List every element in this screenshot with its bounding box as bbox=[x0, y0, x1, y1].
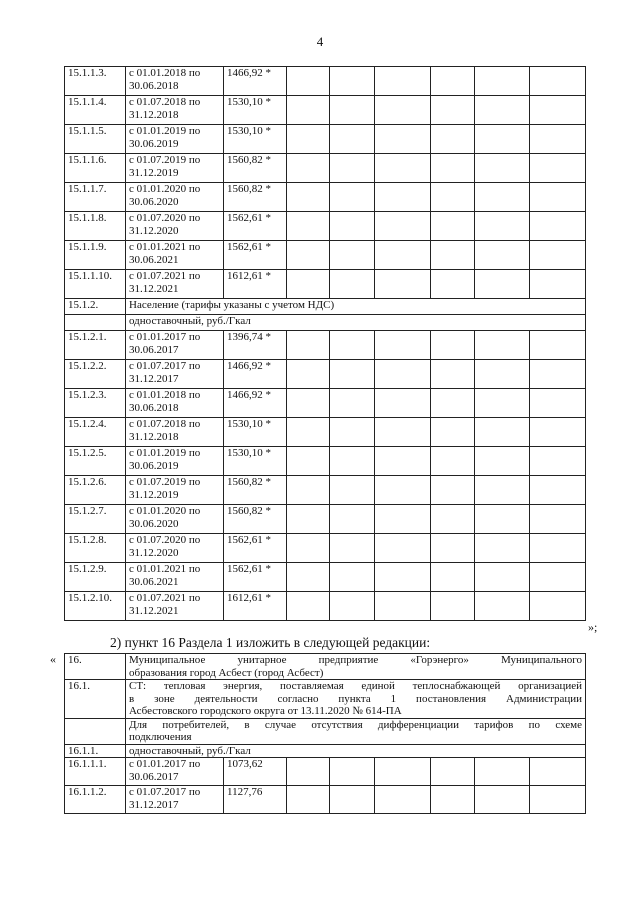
empty-cell bbox=[375, 534, 431, 563]
table-row bbox=[65, 183, 586, 212]
period: с 01.07.2017 по 31.12.2017 bbox=[126, 360, 224, 389]
empty-cell bbox=[375, 183, 431, 212]
period: с 01.01.2018 по 30.06.2018 bbox=[126, 389, 224, 418]
empty-cell bbox=[431, 212, 475, 241]
row-number: 15.1.2.5. bbox=[65, 447, 126, 476]
table-row bbox=[65, 786, 586, 814]
tariff-value: 1562,61 * bbox=[224, 534, 287, 563]
tariff-value: 1466,92 * bbox=[224, 360, 287, 389]
table-row bbox=[65, 96, 586, 125]
tariff-value: 1562,61 * bbox=[224, 212, 287, 241]
empty-cell bbox=[431, 241, 475, 270]
tariff-value: 1560,82 * bbox=[224, 476, 287, 505]
table-row bbox=[65, 758, 586, 786]
empty-cell bbox=[330, 270, 375, 299]
empty-cell bbox=[287, 389, 330, 418]
empty-cell bbox=[330, 758, 375, 786]
empty-cell bbox=[330, 154, 375, 183]
period: с 01.07.2020 по 31.12.2020 bbox=[126, 534, 224, 563]
empty-cell bbox=[287, 360, 330, 389]
empty-cell bbox=[431, 331, 475, 360]
empty-cell bbox=[431, 67, 475, 96]
table-row-note bbox=[65, 718, 586, 744]
empty-cell bbox=[431, 360, 475, 389]
period: с 01.01.2020 по 30.06.2020 bbox=[126, 505, 224, 534]
empty-cell bbox=[330, 534, 375, 563]
empty-cell bbox=[530, 125, 586, 154]
empty-cell bbox=[530, 360, 586, 389]
empty-cell bbox=[330, 125, 375, 154]
empty-cell bbox=[287, 67, 330, 96]
period: с 01.07.2019 по 31.12.2019 bbox=[126, 154, 224, 183]
row-number: 15.1.1.7. bbox=[65, 183, 126, 212]
period: с 01.07.2018 по 31.12.2018 bbox=[126, 96, 224, 125]
table-row bbox=[65, 447, 586, 476]
empty-cell bbox=[475, 154, 530, 183]
empty-cell bbox=[431, 125, 475, 154]
empty-cell bbox=[530, 96, 586, 125]
empty-cell bbox=[475, 786, 530, 814]
tariff-value: 1530,10 * bbox=[224, 447, 287, 476]
empty-cell bbox=[287, 212, 330, 241]
empty-cell bbox=[530, 331, 586, 360]
row-number: 15.1.1.3. bbox=[65, 67, 126, 96]
row-number: 15.1.1.8. bbox=[65, 212, 126, 241]
table-row bbox=[65, 389, 586, 418]
period: с 01.07.2019 по 31.12.2019 bbox=[126, 476, 224, 505]
org-name: Муниципальное унитарное предприятие «Горэнерго» Муниципального образования город Асбест (город Асбест) bbox=[126, 654, 586, 680]
empty-cell bbox=[287, 758, 330, 786]
empty-cell bbox=[475, 447, 530, 476]
tariff-value: 1560,82 * bbox=[224, 183, 287, 212]
empty-cell bbox=[287, 96, 330, 125]
empty-cell bbox=[330, 389, 375, 418]
table-row bbox=[65, 67, 586, 96]
table-row bbox=[65, 476, 586, 505]
empty-cell bbox=[530, 418, 586, 447]
empty-cell bbox=[330, 183, 375, 212]
empty-cell bbox=[475, 758, 530, 786]
empty-cell bbox=[330, 241, 375, 270]
empty-cell bbox=[375, 331, 431, 360]
empty-cell bbox=[375, 418, 431, 447]
period: с 01.07.2020 по 31.12.2020 bbox=[126, 212, 224, 241]
empty-cell bbox=[530, 389, 586, 418]
row-number: 15.1.2.6. bbox=[65, 476, 126, 505]
instruction-text: 2) пункт 16 Раздела 1 изложить в следующей редакции: bbox=[110, 635, 431, 650]
row-number: 16. bbox=[65, 654, 126, 680]
tariff-value: 1530,10 * bbox=[224, 418, 287, 447]
empty-cell bbox=[475, 212, 530, 241]
empty-cell bbox=[431, 563, 475, 592]
tariff-value: 1073,62 bbox=[224, 758, 287, 786]
empty-cell bbox=[375, 67, 431, 96]
table-row-subtitle bbox=[65, 315, 586, 331]
empty-cell bbox=[530, 786, 586, 814]
tariff-table-15 bbox=[64, 66, 586, 621]
empty-cell bbox=[287, 592, 330, 621]
tariff-table-16 bbox=[64, 653, 586, 814]
empty-cell bbox=[287, 534, 330, 563]
row-number: 16.1.1.1. bbox=[65, 758, 126, 786]
row-number: 15.1.2.9. bbox=[65, 563, 126, 592]
row-number: 15.1.2.10. bbox=[65, 592, 126, 621]
period: с 01.01.2018 по 30.06.2018 bbox=[126, 67, 224, 96]
empty-cell bbox=[330, 786, 375, 814]
empty-cell bbox=[375, 270, 431, 299]
empty-cell bbox=[330, 476, 375, 505]
period: с 01.07.2021 по 31.12.2021 bbox=[126, 270, 224, 299]
row-number: 15.1.2.1. bbox=[65, 331, 126, 360]
empty-cell bbox=[431, 476, 475, 505]
row-number: 16.1.1. bbox=[65, 744, 126, 758]
empty-cell bbox=[375, 505, 431, 534]
empty-cell bbox=[530, 447, 586, 476]
period: с 01.01.2021 по 30.06.2021 bbox=[126, 241, 224, 270]
period: с 01.07.2018 по 31.12.2018 bbox=[126, 418, 224, 447]
empty-cell bbox=[375, 758, 431, 786]
empty-cell bbox=[375, 786, 431, 814]
subsection-title: одноставочный, руб./Гкал bbox=[126, 744, 586, 758]
empty-cell bbox=[330, 592, 375, 621]
table-row bbox=[65, 592, 586, 621]
row-number: 15.1.1.9. bbox=[65, 241, 126, 270]
empty-cell bbox=[287, 331, 330, 360]
table-row bbox=[65, 331, 586, 360]
empty-cell bbox=[475, 331, 530, 360]
empty-cell bbox=[287, 154, 330, 183]
empty-cell bbox=[287, 418, 330, 447]
empty-cell bbox=[431, 154, 475, 183]
empty-cell bbox=[375, 389, 431, 418]
empty-cell bbox=[530, 183, 586, 212]
table-row-subsection bbox=[65, 744, 586, 758]
period: с 01.01.2017 по 30.06.2017 bbox=[126, 331, 224, 360]
row-number: 15.1.2.7. bbox=[65, 505, 126, 534]
empty-cell bbox=[287, 447, 330, 476]
empty-cell bbox=[287, 476, 330, 505]
empty-cell bbox=[530, 505, 586, 534]
empty-cell bbox=[375, 96, 431, 125]
period: с 01.01.2019 по 30.06.2019 bbox=[126, 447, 224, 476]
empty-cell bbox=[475, 360, 530, 389]
empty-cell bbox=[475, 476, 530, 505]
table-row bbox=[65, 505, 586, 534]
table-row-org bbox=[65, 654, 586, 680]
closing-quote: »; bbox=[588, 620, 598, 634]
table-row-group bbox=[65, 299, 586, 315]
opening-quote: « bbox=[50, 652, 56, 666]
empty-cell bbox=[287, 563, 330, 592]
empty-cell bbox=[475, 505, 530, 534]
period: с 01.01.2021 по 30.06.2021 bbox=[126, 563, 224, 592]
empty-cell bbox=[375, 241, 431, 270]
tariff-value: 1530,10 * bbox=[224, 125, 287, 154]
tariff-value: 1562,61 * bbox=[224, 563, 287, 592]
empty-cell bbox=[530, 758, 586, 786]
empty-cell bbox=[530, 212, 586, 241]
row-number: 15.1.2.4. bbox=[65, 418, 126, 447]
table-row bbox=[65, 154, 586, 183]
empty-cell bbox=[431, 96, 475, 125]
empty-cell bbox=[475, 125, 530, 154]
empty-cell bbox=[330, 96, 375, 125]
empty-cell bbox=[431, 418, 475, 447]
empty-cell bbox=[475, 592, 530, 621]
row-number: 15.1.2.2. bbox=[65, 360, 126, 389]
empty-cell bbox=[330, 563, 375, 592]
group-subtitle: одноставочный, руб./Гкал bbox=[126, 315, 586, 331]
empty-cell bbox=[330, 418, 375, 447]
empty-cell bbox=[375, 447, 431, 476]
empty-cell bbox=[431, 389, 475, 418]
table-row bbox=[65, 563, 586, 592]
section-note: Для потребителей, в случае отсутствия дифференциации тарифов по схеме подключения bbox=[126, 718, 586, 744]
empty-cell bbox=[530, 592, 586, 621]
empty-cell bbox=[287, 241, 330, 270]
empty-cell bbox=[375, 592, 431, 621]
tariff-value: 1466,92 * bbox=[224, 67, 287, 96]
empty-cell bbox=[530, 270, 586, 299]
table-row bbox=[65, 534, 586, 563]
row-number: 15.1.1.6. bbox=[65, 154, 126, 183]
row-number: 15.1.1.10. bbox=[65, 270, 126, 299]
empty-cell bbox=[287, 270, 330, 299]
period: с 01.07.2021 по 31.12.2021 bbox=[126, 592, 224, 621]
empty-cell bbox=[431, 183, 475, 212]
empty-cell bbox=[475, 241, 530, 270]
empty-cell bbox=[330, 331, 375, 360]
empty-cell bbox=[431, 592, 475, 621]
row-number: 15.1.1.5. bbox=[65, 125, 126, 154]
empty-cell bbox=[375, 125, 431, 154]
row-number: 15.1.1.4. bbox=[65, 96, 126, 125]
empty-cell bbox=[330, 212, 375, 241]
period: с 01.07.2017 по 31.12.2017 bbox=[126, 786, 224, 814]
tariff-value: 1612,61 * bbox=[224, 270, 287, 299]
tariff-value: 1562,61 * bbox=[224, 241, 287, 270]
table-row bbox=[65, 125, 586, 154]
empty-cell bbox=[530, 534, 586, 563]
empty-cell bbox=[431, 270, 475, 299]
row-number: 16.1. bbox=[65, 680, 126, 719]
tariff-value: 1396,74 * bbox=[224, 331, 287, 360]
table-row bbox=[65, 360, 586, 389]
empty-cell bbox=[431, 505, 475, 534]
page-number: 4 bbox=[316, 34, 324, 49]
empty-cell bbox=[287, 183, 330, 212]
empty-cell bbox=[287, 505, 330, 534]
empty-cell bbox=[530, 563, 586, 592]
empty-cell bbox=[330, 447, 375, 476]
row-number: 15.1.2. bbox=[65, 299, 126, 315]
empty-cell bbox=[475, 96, 530, 125]
empty-cell bbox=[431, 534, 475, 563]
empty-cell bbox=[287, 125, 330, 154]
empty-cell bbox=[475, 67, 530, 96]
empty-cell bbox=[431, 786, 475, 814]
table-row-section bbox=[65, 680, 586, 719]
empty-cell bbox=[287, 786, 330, 814]
period: с 01.01.2019 по 30.06.2019 bbox=[126, 125, 224, 154]
row-number: 15.1.2.8. bbox=[65, 534, 126, 563]
empty-cell bbox=[530, 154, 586, 183]
empty-cell bbox=[375, 476, 431, 505]
tariff-value: 1560,82 * bbox=[224, 154, 287, 183]
section-description: СТ: тепловая энергия, поставляемая единой теплоснабжающей организацией в зоне деятельности согласно пункта 1 постановления Администрации Асбестовского городского округа от 13.11.2020 № 614-ПА bbox=[126, 680, 586, 719]
table-row bbox=[65, 241, 586, 270]
empty-cell bbox=[475, 563, 530, 592]
table-row bbox=[65, 418, 586, 447]
empty-cell bbox=[375, 212, 431, 241]
empty-cell bbox=[475, 183, 530, 212]
row-number: 15.1.2.3. bbox=[65, 389, 126, 418]
table-row bbox=[65, 212, 586, 241]
empty-cell bbox=[330, 360, 375, 389]
period: с 01.01.2017 по 30.06.2017 bbox=[126, 758, 224, 786]
tariff-value: 1560,82 * bbox=[224, 505, 287, 534]
row-number: 16.1.1.2. bbox=[65, 786, 126, 814]
empty-cell bbox=[530, 476, 586, 505]
tariff-value: 1530,10 * bbox=[224, 96, 287, 125]
empty-cell bbox=[330, 67, 375, 96]
empty-cell bbox=[475, 534, 530, 563]
group-title: Население (тарифы указаны с учетом НДС) bbox=[126, 299, 586, 315]
empty-cell bbox=[375, 360, 431, 389]
tariff-value: 1612,61 * bbox=[224, 592, 287, 621]
empty-cell bbox=[530, 67, 586, 96]
empty-cell bbox=[530, 241, 586, 270]
tariff-value: 1127,76 bbox=[224, 786, 287, 814]
empty-cell bbox=[475, 389, 530, 418]
empty-cell bbox=[330, 505, 375, 534]
empty-cell bbox=[375, 563, 431, 592]
empty-cell bbox=[475, 418, 530, 447]
empty-cell bbox=[475, 270, 530, 299]
empty-cell bbox=[431, 447, 475, 476]
table-row bbox=[65, 270, 586, 299]
period: с 01.01.2020 по 30.06.2020 bbox=[126, 183, 224, 212]
empty-cell bbox=[431, 758, 475, 786]
tariff-value: 1466,92 * bbox=[224, 389, 287, 418]
empty-cell bbox=[375, 154, 431, 183]
